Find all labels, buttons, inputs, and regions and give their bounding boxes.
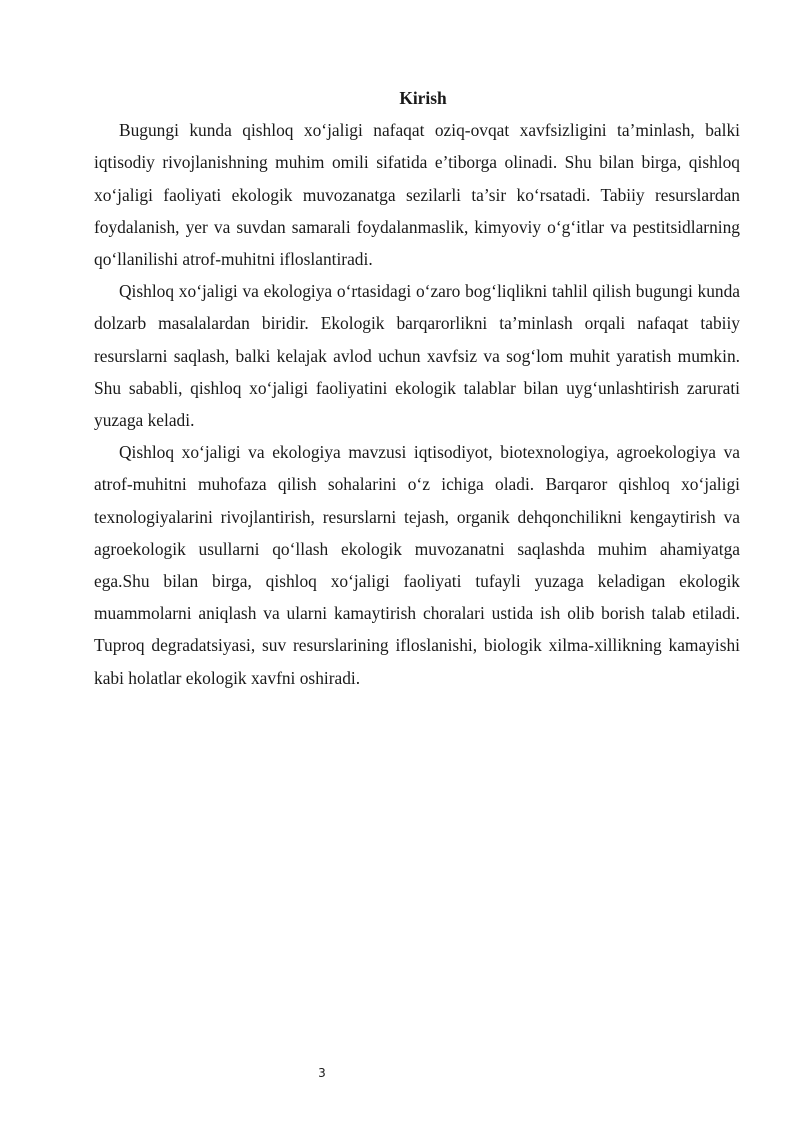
paragraph-2: Qishloq xo‘jaligi va ekologiya o‘rtasidagi o‘zaro bog‘liqlikni tahlil qilish bugungi kunda dolzarb masalalardan biridir. Ekologik barqarorlikni ta’minlash orqali nafaqat tabiiy resurslarni saqlash, balki kelajak avlod uchun xavfsiz va sog‘lom muhit yaratish mumkin. Shu sababli, qishloq xo‘jaligi faoliyatini ekologik talablar bilan uyg‘unlashtirish zarurati yuzaga keladi. xyxy=(94,281,740,431)
section-title: Kirish xyxy=(399,88,447,108)
page-number: 3 xyxy=(318,1066,326,1080)
page-content xyxy=(94,82,740,694)
paragraph-3: Qishloq xo‘jaligi va ekologiya mavzusi iqtisodiyot, biotexnologiya, agroekologiya va atrof-muhitni muhofaza qilish sohalarini o‘z ichiga oladi. Barqaror qishloq xo‘jaligi texnologiyalarini rivojlantirish, resurslarni tejash, organik dehqonchilikni kengaytirish va agroekologik usullarni qo‘llash ekologik muvozanatni saqlashda muhim ahamiyatga ega.Shu bilan birga, qishloq xo‘jaligi faoliyati tufayli yuzaga keladigan ekologik muammolarni aniqlash va ularni kamaytirish choralari ustida ish olib borish talab etiladi. Tuproq degradatsiyasi, suv resurslarining ifloslanishi, biologik xilma-xillikning kamayishi kabi holatlar ekologik xavfni oshiradi. xyxy=(94,442,740,688)
paragraph-1: Bugungi kunda qishloq xo‘jaligi nafaqat oziq-ovqat xavfsizligini ta’minlash, balki iqtisodiy rivojlanishning muhim omili sifatida e’tiborga olinadi. Shu bilan birga, qishloq xo‘jaligi faoliyati ekologik muvozanatga sezilarli ta’sir ko‘rsatadi. Tabiiy resurslardan foydalanish, yer va suvdan samarali foydalanmaslik, kimyoviy o‘g‘itlar va pestitsidlarning qo‘llanilishi atrof-muhitni ifloslantiradi. xyxy=(94,120,740,270)
